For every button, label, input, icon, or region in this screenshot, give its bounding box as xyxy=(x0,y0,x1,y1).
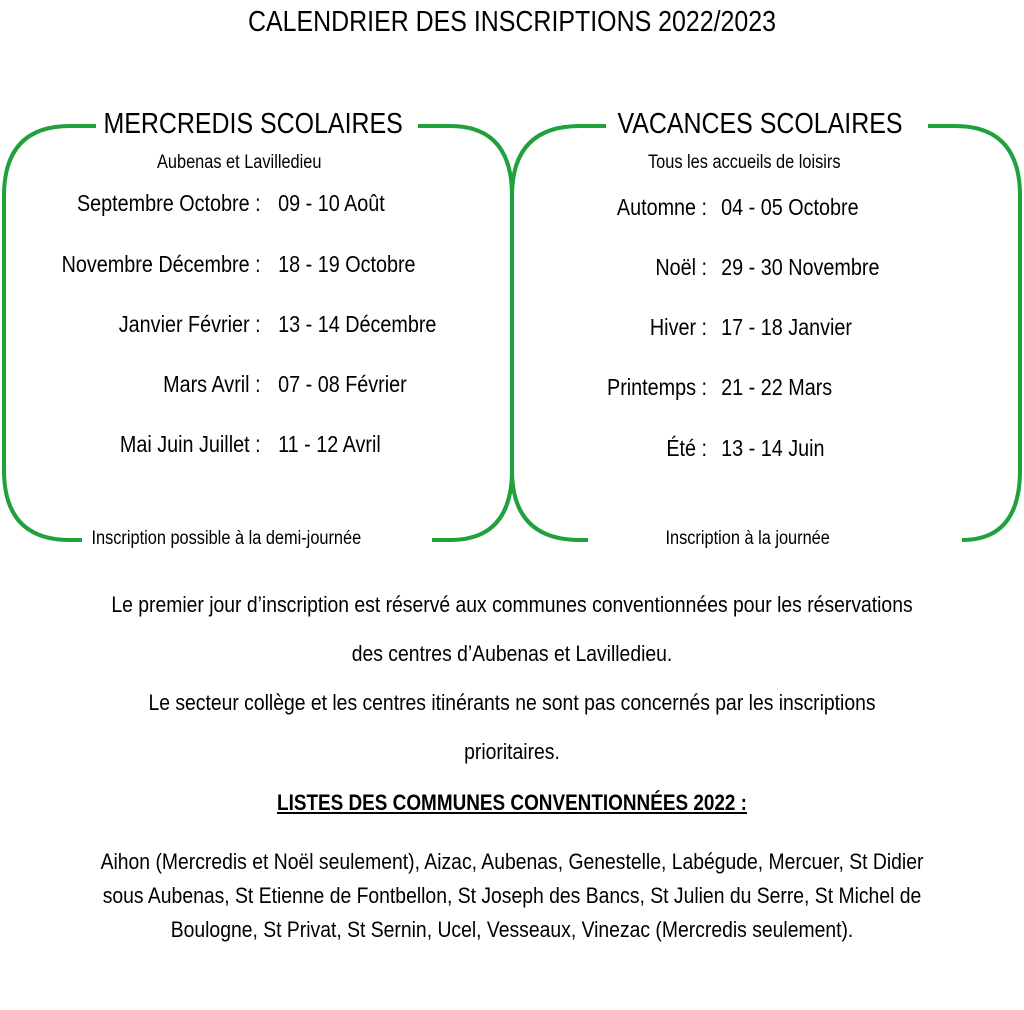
mercredis-row xyxy=(0,311,436,338)
mercredis-row-dates: 07 - 08 Février xyxy=(278,371,407,397)
info-paragraph-1-line-1: Le premier jour d’inscription est réservé aux communes conventionnées pour les réservations xyxy=(111,592,913,617)
mercredis-row-label: Janvier Février : xyxy=(118,311,261,337)
vacances-row xyxy=(480,254,879,281)
communes-heading xyxy=(72,790,953,816)
mercredis-row xyxy=(0,190,385,217)
mercredis-row xyxy=(0,431,381,458)
mercredis-row xyxy=(0,251,416,278)
communes-line: Boulogne, St Privat, St Sernin, Ucel, Vesseaux, Vinezac (Mercredis seulement). xyxy=(170,917,854,942)
mercredis-row-dates: 11 - 12 Avril xyxy=(278,431,381,457)
mercredis-row-dates: 13 - 14 Décembre xyxy=(278,311,437,337)
vacances-row-label: Automne : xyxy=(616,194,708,220)
vacances-row xyxy=(480,194,859,221)
mercredis-subtitle: Aubenas et Lavilledieu xyxy=(157,152,322,173)
vacances-row xyxy=(480,374,832,401)
info-paragraph-1-line-2: des centres d’Aubenas et Lavilledieu. xyxy=(351,641,673,666)
info-paragraph-2-line-1: Le secteur collège et les centres itinérants ne sont pas concernés par les inscriptions xyxy=(148,690,876,715)
mercredis-row xyxy=(0,371,407,398)
mercredis-row-dates: 18 - 19 Octobre xyxy=(278,251,416,277)
vacances-row-dates: 21 - 22 Mars xyxy=(721,374,833,400)
page-title: CALENDRIER DES INSCRIPTIONS 2022/2023 xyxy=(247,6,777,38)
mercredis-row-dates: 09 - 10 Août xyxy=(278,190,385,216)
mercredis-row-label: Septembre Octobre : xyxy=(76,190,261,216)
vacances-row-dates: 13 - 14 Juin xyxy=(721,435,825,461)
mercredis-row-label: Mai Juin Juillet : xyxy=(119,431,261,457)
communes-line: sous Aubenas, St Etienne de Fontbellon, St Joseph des Bancs, St Julien du Serre, St Michel de xyxy=(102,883,922,908)
vacances-row-dates: 04 - 05 Octobre xyxy=(721,194,859,220)
communes-list xyxy=(72,845,953,947)
communes-heading-text: LISTES DES COMMUNES CONVENTIONNÉES 2022 : xyxy=(277,790,747,815)
vacances-row xyxy=(480,314,852,341)
mercredis-row-label: Mars Avril : xyxy=(163,371,261,397)
vacances-row-dates: 17 - 18 Janvier xyxy=(721,314,852,340)
mercredis-title: MERCREDIS SCOLAIRES xyxy=(100,108,406,141)
vacances-subtitle: Tous les accueils de loisirs xyxy=(648,152,841,173)
vacances-row-label: Hiver : xyxy=(649,314,708,340)
vacances-row xyxy=(480,435,825,462)
vacances-bracket-right xyxy=(928,126,1020,540)
mercredis-row-label: Novembre Décembre : xyxy=(61,251,261,277)
vacances-title: VACANCES SCOLAIRES xyxy=(614,108,906,141)
vacances-row-label: Printemps : xyxy=(606,374,708,400)
vacances-row-label: Noël : xyxy=(655,254,708,280)
info-paragraph-2-line-2: prioritaires. xyxy=(464,739,560,764)
mercredis-footer: Inscription possible à la demi-journée xyxy=(88,528,365,550)
vacances-row-dates: 29 - 30 Novembre xyxy=(721,254,880,280)
vacances-row-label: Été : xyxy=(666,435,708,461)
communes-line: Aihon (Mercredis et Noël seulement), Aizac, Aubenas, Genestelle, Labégude, Mercuer, St Didier xyxy=(100,849,924,874)
vacances-footer: Inscription à la journée xyxy=(662,528,833,550)
